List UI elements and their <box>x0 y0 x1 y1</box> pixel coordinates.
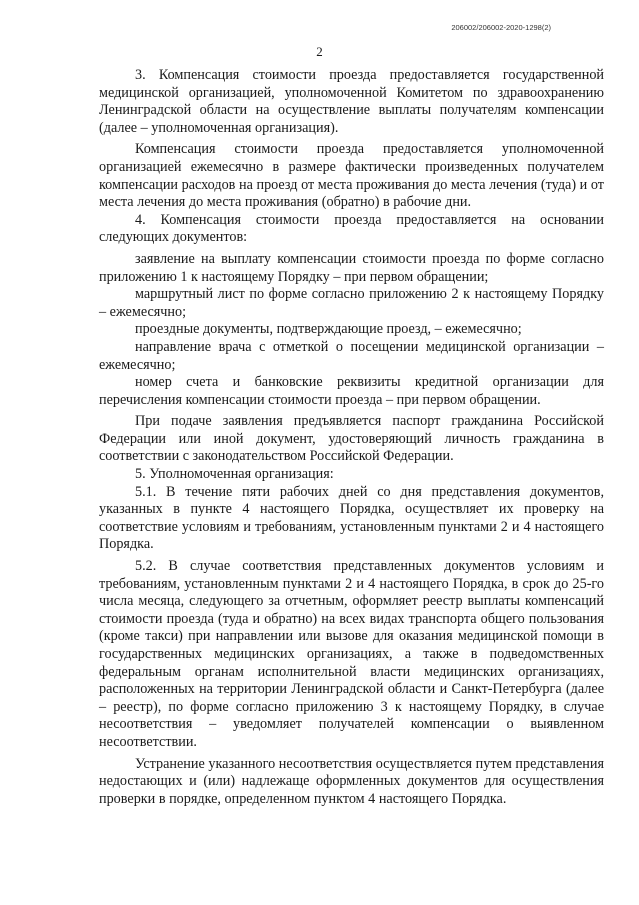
list-item-travel-documents: проездные документы, подтверждающие проезд, – ежемесячно; <box>135 321 522 338</box>
registration-number: 206002/206002-2020-1298(2) <box>451 23 551 32</box>
paragraph-compensation-monthly: Компенсация стоимости проезда предоставляется уполномоченной организацией ежемесячно в размере фактически произведенных получателем компенсации расходов на проезд от места проживания до места лечения (туда) и от места лечения до места проживания (обратно) в рабочие дни. <box>99 141 604 211</box>
paragraph-elimination: Устранение указанного несоответствия осуществляется путем представления недостающих и (или) надлежаще оформленных документов для осуществления проверки в порядке, определенном пунктом 4 настоящего Порядка. <box>99 755 604 807</box>
document-body <box>99 67 604 808</box>
paragraph-5: 5. Уполномоченная организация: <box>135 466 334 483</box>
paragraph-4: 4. Компенсация стоимости проезда предоставляется на основании следующих документов: <box>99 211 604 246</box>
list-item-application: заявление на выплату компенсации стоимости проезда по форме согласно приложению 1 к настоящему Порядку – при первом обращении; <box>99 250 604 285</box>
paragraph-5-2: 5.2. В случае соответствия представленных документов условиям и требованиям, установленным пунктами 2 и 4 настоящего Порядка, в срок до 25-го числа месяца, следующего за отчетным, оформляет реестр выплаты компенсаций стоимости проезда (туда и обратно) на всех видах транспорта общего пользования (кроме такси) при направлении или вызове для оказания медицинской помощи в государственных медицинских организациях, а также в подведомственных федеральным органам исполнительной власти медицинских организациях, расположенных на территории Ленинградской области и Санкт-Петербурга (далее – реестр), по форме согласно приложению 3 к настоящему Порядку, в случае несоответствия – уведомляет получателей компенсации о выявленном несоответствии. <box>99 558 604 750</box>
page-number: 2 <box>316 44 323 59</box>
paragraph-passport: При подаче заявления предъявляется паспорт гражданина Российской Федерации или иной документ, удостоверяющий личность гражданина в соответствии с законодательством Российской Федерации. <box>99 413 604 465</box>
paragraph-5-1: 5.1. В течение пяти рабочих дней со дня представления документов, указанных в пункте 4 настоящего Порядка, осуществляет их проверку на соответствие условиям и требованиям, установленным пунктами 2 и 4 настоящего Порядка. <box>99 483 604 553</box>
paragraph-3: 3. Компенсация стоимости проезда предоставляется государственной медицинской организацией, уполномоченной Комитетом по здравоохранению Ленинградской области на осуществление выплаты получателям компенсации (далее – уполномоченная организация). <box>99 67 604 136</box>
list-item-route-sheet: маршрутный лист по форме согласно приложению 2 к настоящему Порядку – ежемесячно; <box>99 286 604 320</box>
list-item-bank-details: номер счета и банковские реквизиты кредитной организации для перечисления компенсации стоимости проезда – при первом обращении. <box>99 374 604 408</box>
list-item-doctor-referral: направление врача с отметкой о посещении медицинской организации – ежемесячно; <box>99 338 604 373</box>
